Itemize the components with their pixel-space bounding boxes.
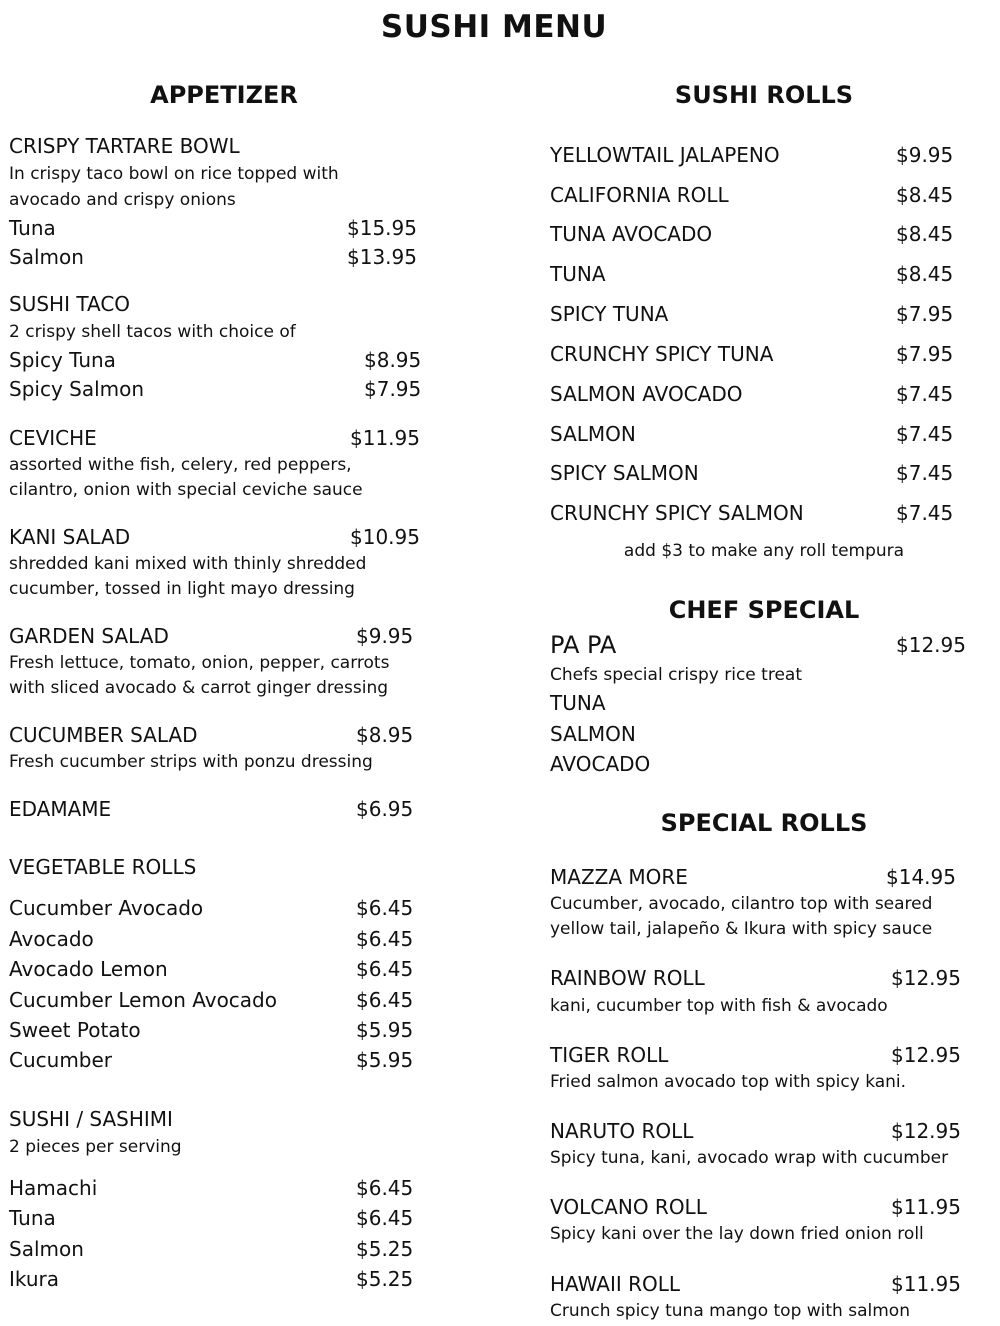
item-description: shredded kani mixed with thinly shredded [9,554,367,574]
item-name: HAWAII ROLL [550,1272,681,1296]
menu-item: CRUNCHY SPICY TUNA [550,342,774,366]
menu-item: Sweet Potato [9,1018,141,1042]
item-description: Fried salmon avocado top with spicy kani. [550,1072,907,1092]
item-description: Fresh cucumber strips with ponzu dressing [9,752,373,772]
item-name: NARUTO ROLL [550,1119,694,1143]
item-description: Chefs special crispy rice treat [550,665,802,685]
item-name: RAINBOW ROLL [550,966,705,990]
item-option: Spicy Salmon [9,377,145,401]
item-option: SALMON [550,722,636,746]
section-heading-chef-special: CHEF SPECIAL [668,596,860,624]
item-price: $5.25 [356,1237,414,1261]
item-option: Salmon [9,245,84,269]
tempura-note: add $3 to make any roll tempura [623,541,905,561]
item-price: $6.45 [356,957,414,981]
item-description: with sliced avocado & carrot ginger dressing [9,678,389,698]
subsection-heading-vegetable-rolls: VEGETABLE ROLLS [9,855,197,879]
item-description: cilantro, onion with special ceviche sauce [9,480,363,500]
item-price: $9.95 [356,624,414,648]
subsection-heading-sushi-sashimi: SUSHI / SASHIMI [9,1107,173,1131]
item-price: $5.25 [356,1267,414,1291]
item-price: $6.45 [356,1206,414,1230]
item-description: avocado and crispy onions [9,190,236,210]
menu-item: SALMON [550,422,636,446]
item-price: $7.45 [896,501,954,525]
item-option: Tuna [9,216,56,240]
item-price: $12.95 [891,966,961,990]
menu-item: YELLOWTAIL JALAPENO [550,143,780,167]
item-price: $7.45 [896,422,954,446]
item-description: Fresh lettuce, tomato, onion, pepper, carrots [9,653,390,673]
item-price: $8.95 [364,348,422,372]
item-description: yellow tail, jalapeño & Ikura with spicy sauce [550,919,933,939]
item-price: $11.95 [891,1195,961,1219]
menu-item: Cucumber [9,1048,113,1072]
item-name: KANI SALAD [9,525,131,549]
menu-item: SPICY SALMON [550,461,699,485]
menu-item: CALIFORNIA ROLL [550,183,729,207]
menu-item: Avocado Lemon [9,957,168,981]
item-option: AVOCADO [550,752,651,776]
item-description: Cucumber, avocado, cilantro top with seared [550,894,933,914]
item-price: $12.95 [891,1043,961,1067]
item-price: $6.45 [356,1176,414,1200]
item-price: $9.95 [896,143,954,167]
item-name: VOLCANO ROLL [550,1195,707,1219]
section-note: 2 pieces per serving [9,1137,182,1157]
item-name: CEVICHE [9,426,97,450]
item-price: $7.95 [364,377,422,401]
section-heading-special-rolls: SPECIAL ROLLS [660,809,868,837]
item-price: $6.45 [356,927,414,951]
item-price: $5.95 [356,1048,414,1072]
item-price: $12.95 [891,1119,961,1143]
item-option: TUNA [550,691,606,715]
item-price: $14.95 [886,865,956,889]
item-price: $5.95 [356,1018,414,1042]
item-description: assorted withe fish, celery, red peppers, [9,455,352,475]
menu-item: Tuna [9,1206,56,1230]
menu-item: CRUNCHY SPICY SALMON [550,501,804,525]
item-option: Spicy Tuna [9,348,116,372]
item-price: $6.45 [356,988,414,1012]
item-name: GARDEN SALAD [9,624,169,648]
menu-item: TUNA AVOCADO [550,222,713,246]
menu-item: Hamachi [9,1176,98,1200]
item-name: CRISPY TARTARE BOWL [9,134,240,158]
item-price: $11.95 [891,1272,961,1296]
item-price: $8.95 [356,723,414,747]
item-description: Crunch spicy tuna mango top with salmon [550,1301,910,1321]
item-description: Spicy tuna, kani, avocado wrap with cucumber [550,1148,949,1168]
item-description: kani, cucumber top with fish & avocado [550,996,888,1016]
item-price: $13.95 [347,245,417,269]
item-price: $7.95 [896,342,954,366]
item-name: CUCUMBER SALAD [9,723,198,747]
menu-item: Cucumber Avocado [9,896,204,920]
item-description: 2 crispy shell tacos with choice of [9,322,296,342]
item-description: In crispy taco bowl on rice topped with [9,164,339,184]
section-heading-appetizer: APPETIZER [150,81,298,109]
item-price: $7.95 [896,302,954,326]
menu-item: TUNA [550,262,606,286]
item-name: TIGER ROLL [550,1043,669,1067]
menu-item: SALMON AVOCADO [550,382,743,406]
item-price: $7.45 [896,382,954,406]
menu-item: Cucumber Lemon Avocado [9,988,277,1012]
item-name: MAZZA MORE [550,865,688,889]
item-name: SUSHI TACO [9,292,131,316]
item-price: $15.95 [347,216,417,240]
item-price: $6.95 [356,797,414,821]
menu-item: Salmon [9,1237,84,1261]
item-description: Spicy kani over the lay down fried onion roll [550,1224,924,1244]
menu-item: SPICY TUNA [550,302,669,326]
item-price: $8.45 [896,222,954,246]
item-price: $12.95 [896,633,966,657]
page-title: SUSHI MENU [380,9,608,45]
section-heading-sushi-rolls: SUSHI ROLLS [674,81,854,109]
menu-item: Avocado [9,927,94,951]
item-description: cucumber, tossed in light mayo dressing [9,579,355,599]
item-price: $7.45 [896,461,954,485]
item-price: $10.95 [350,525,420,549]
item-price: $8.45 [896,262,954,286]
item-price: $11.95 [350,426,420,450]
menu-item: Ikura [9,1267,60,1291]
item-price: $8.45 [896,183,954,207]
item-name: EDAMAME [9,797,112,821]
item-price: $6.45 [356,896,414,920]
item-name: PA PA [550,631,617,659]
